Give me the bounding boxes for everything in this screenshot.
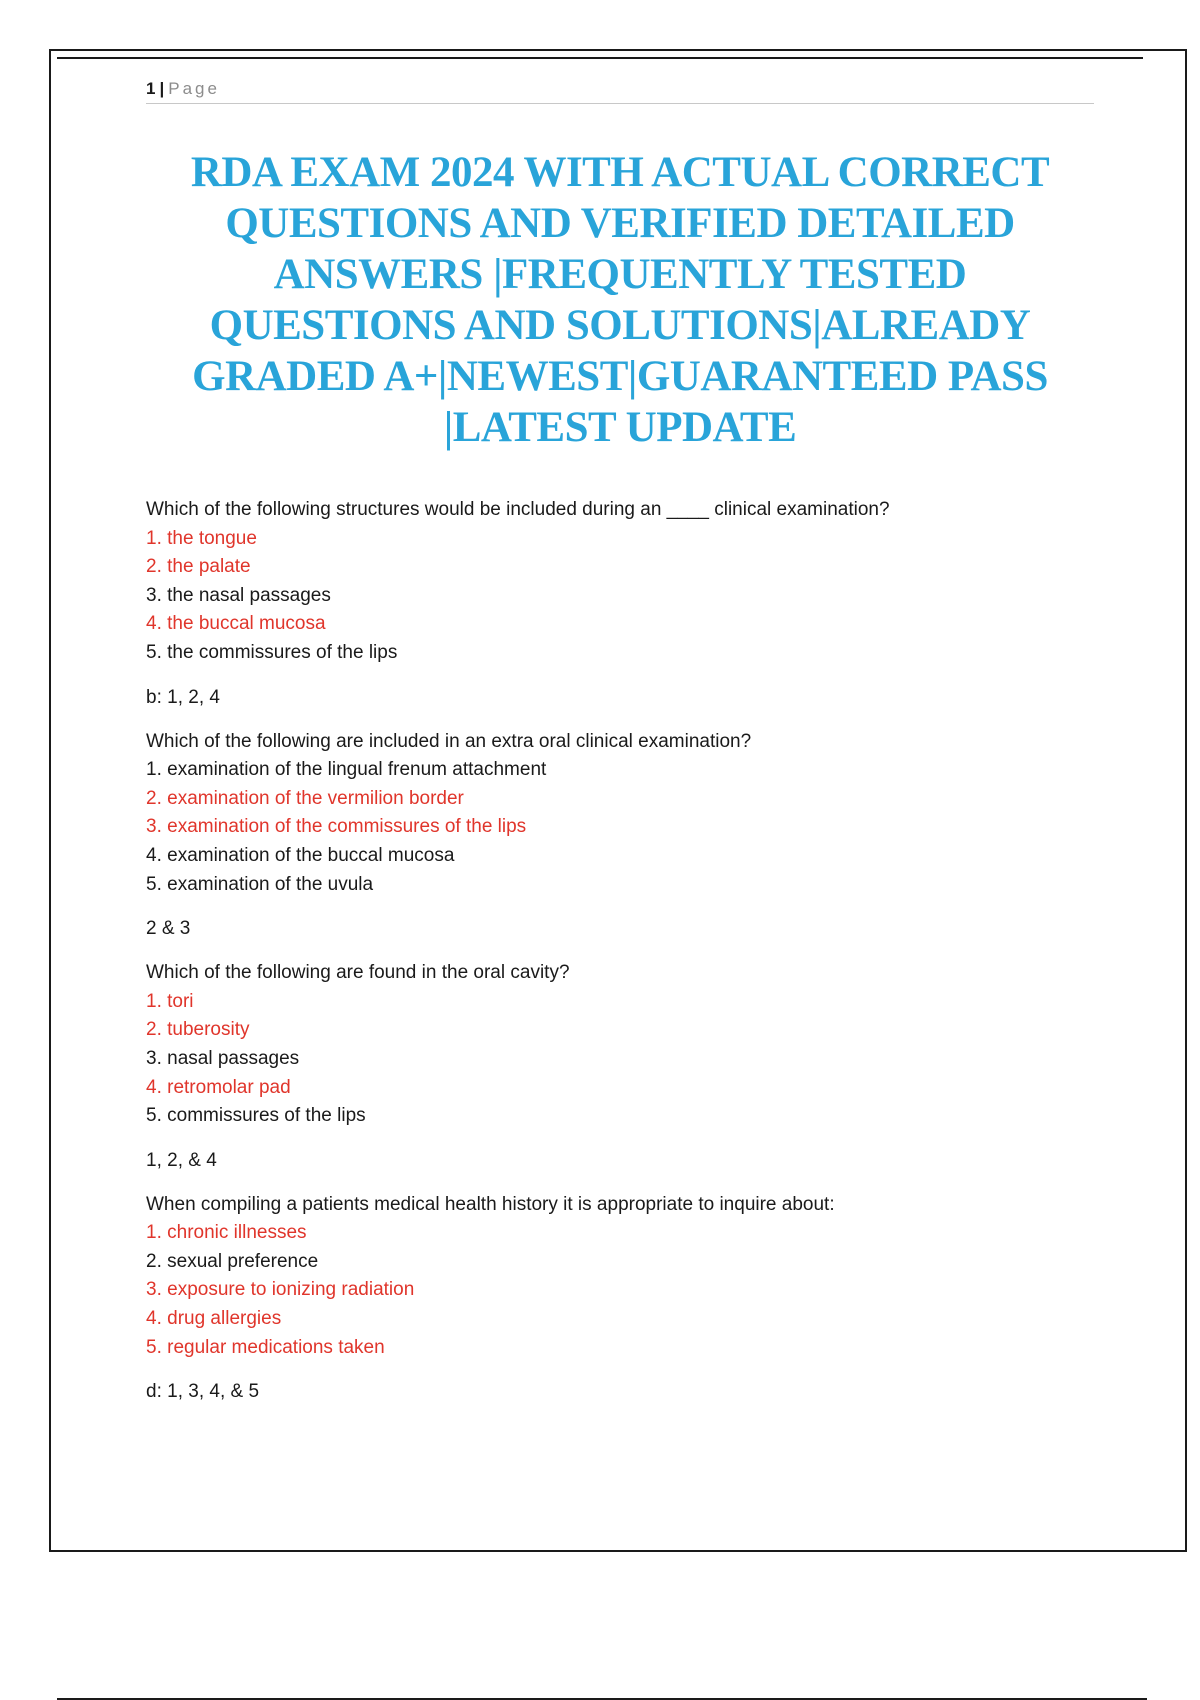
frame-top-rule — [57, 57, 1143, 59]
option: 5. examination of the uvula — [146, 873, 374, 895]
title-line: QUESTIONS AND SOLUTIONS|ALREADY — [209, 302, 1031, 349]
page-frame — [49, 49, 1187, 1552]
answer-text: b: 1, 2, 4 — [146, 686, 220, 708]
option-correct: 4. retromolar pad — [146, 1076, 291, 1098]
option-correct: 2. examination of the vermilion border — [146, 787, 464, 809]
option: 2. sexual preference — [146, 1250, 319, 1272]
option: 4. examination of the buccal mucosa — [146, 844, 455, 866]
page-word: Page — [168, 79, 220, 98]
document-title — [146, 147, 1094, 453]
option-correct: 1. tori — [146, 990, 194, 1012]
title-line: ANSWERS |FREQUENTLY TESTED — [273, 251, 967, 298]
question-text: When compiling a patients medical health history it is appropriate to inquire about: — [146, 1193, 835, 1215]
option: 3. nasal passages — [146, 1047, 300, 1069]
question-text: Which of the following are included in an extra oral clinical examination? — [146, 730, 752, 752]
page-header — [146, 77, 1094, 104]
option-correct: 3. exposure to ionizing radiation — [146, 1279, 415, 1301]
question-block — [146, 728, 1094, 944]
page-separator: | — [159, 79, 165, 98]
option: 1. examination of the lingual frenum attachment — [146, 759, 547, 781]
question-text: Which of the following are found in the oral cavity? — [146, 962, 570, 984]
option-correct: 3. examination of the commissures of the lips — [146, 816, 527, 838]
answer-text: d: 1, 3, 4, & 5 — [146, 1381, 260, 1403]
option-correct: 5. regular medications taken — [146, 1336, 385, 1358]
answer-text: 1, 2, & 4 — [146, 1149, 217, 1171]
option-correct: 4. drug allergies — [146, 1308, 282, 1330]
questions-list — [146, 496, 1094, 1422]
page-number: 1 — [146, 79, 156, 98]
option-correct: 4. the buccal mucosa — [146, 613, 326, 635]
option: 3. the nasal passages — [146, 584, 331, 606]
option-correct: 2. the palate — [146, 556, 251, 578]
title-line: RDA EXAM 2024 WITH ACTUAL CORRECT — [190, 149, 1050, 196]
option: 5. the commissures of the lips — [146, 641, 398, 663]
answer-text: 2 & 3 — [146, 918, 191, 940]
question-block — [146, 1191, 1094, 1407]
option-correct: 1. chronic illnesses — [146, 1222, 307, 1244]
title-line: QUESTIONS AND VERIFIED DETAILED — [225, 200, 1015, 247]
title-line: GRADED A+|NEWEST|GUARANTEED PASS — [192, 353, 1048, 400]
title-line: |LATEST UPDATE — [443, 404, 797, 451]
option-correct: 2. tuberosity — [146, 1019, 250, 1041]
question-text: Which of the following structures would be included during an ____ clinical examination? — [146, 499, 890, 520]
question-block — [146, 959, 1094, 1175]
option: 5. commissures of the lips — [146, 1105, 366, 1127]
question-block — [146, 496, 1094, 712]
option-correct: 1. the tongue — [146, 527, 257, 549]
